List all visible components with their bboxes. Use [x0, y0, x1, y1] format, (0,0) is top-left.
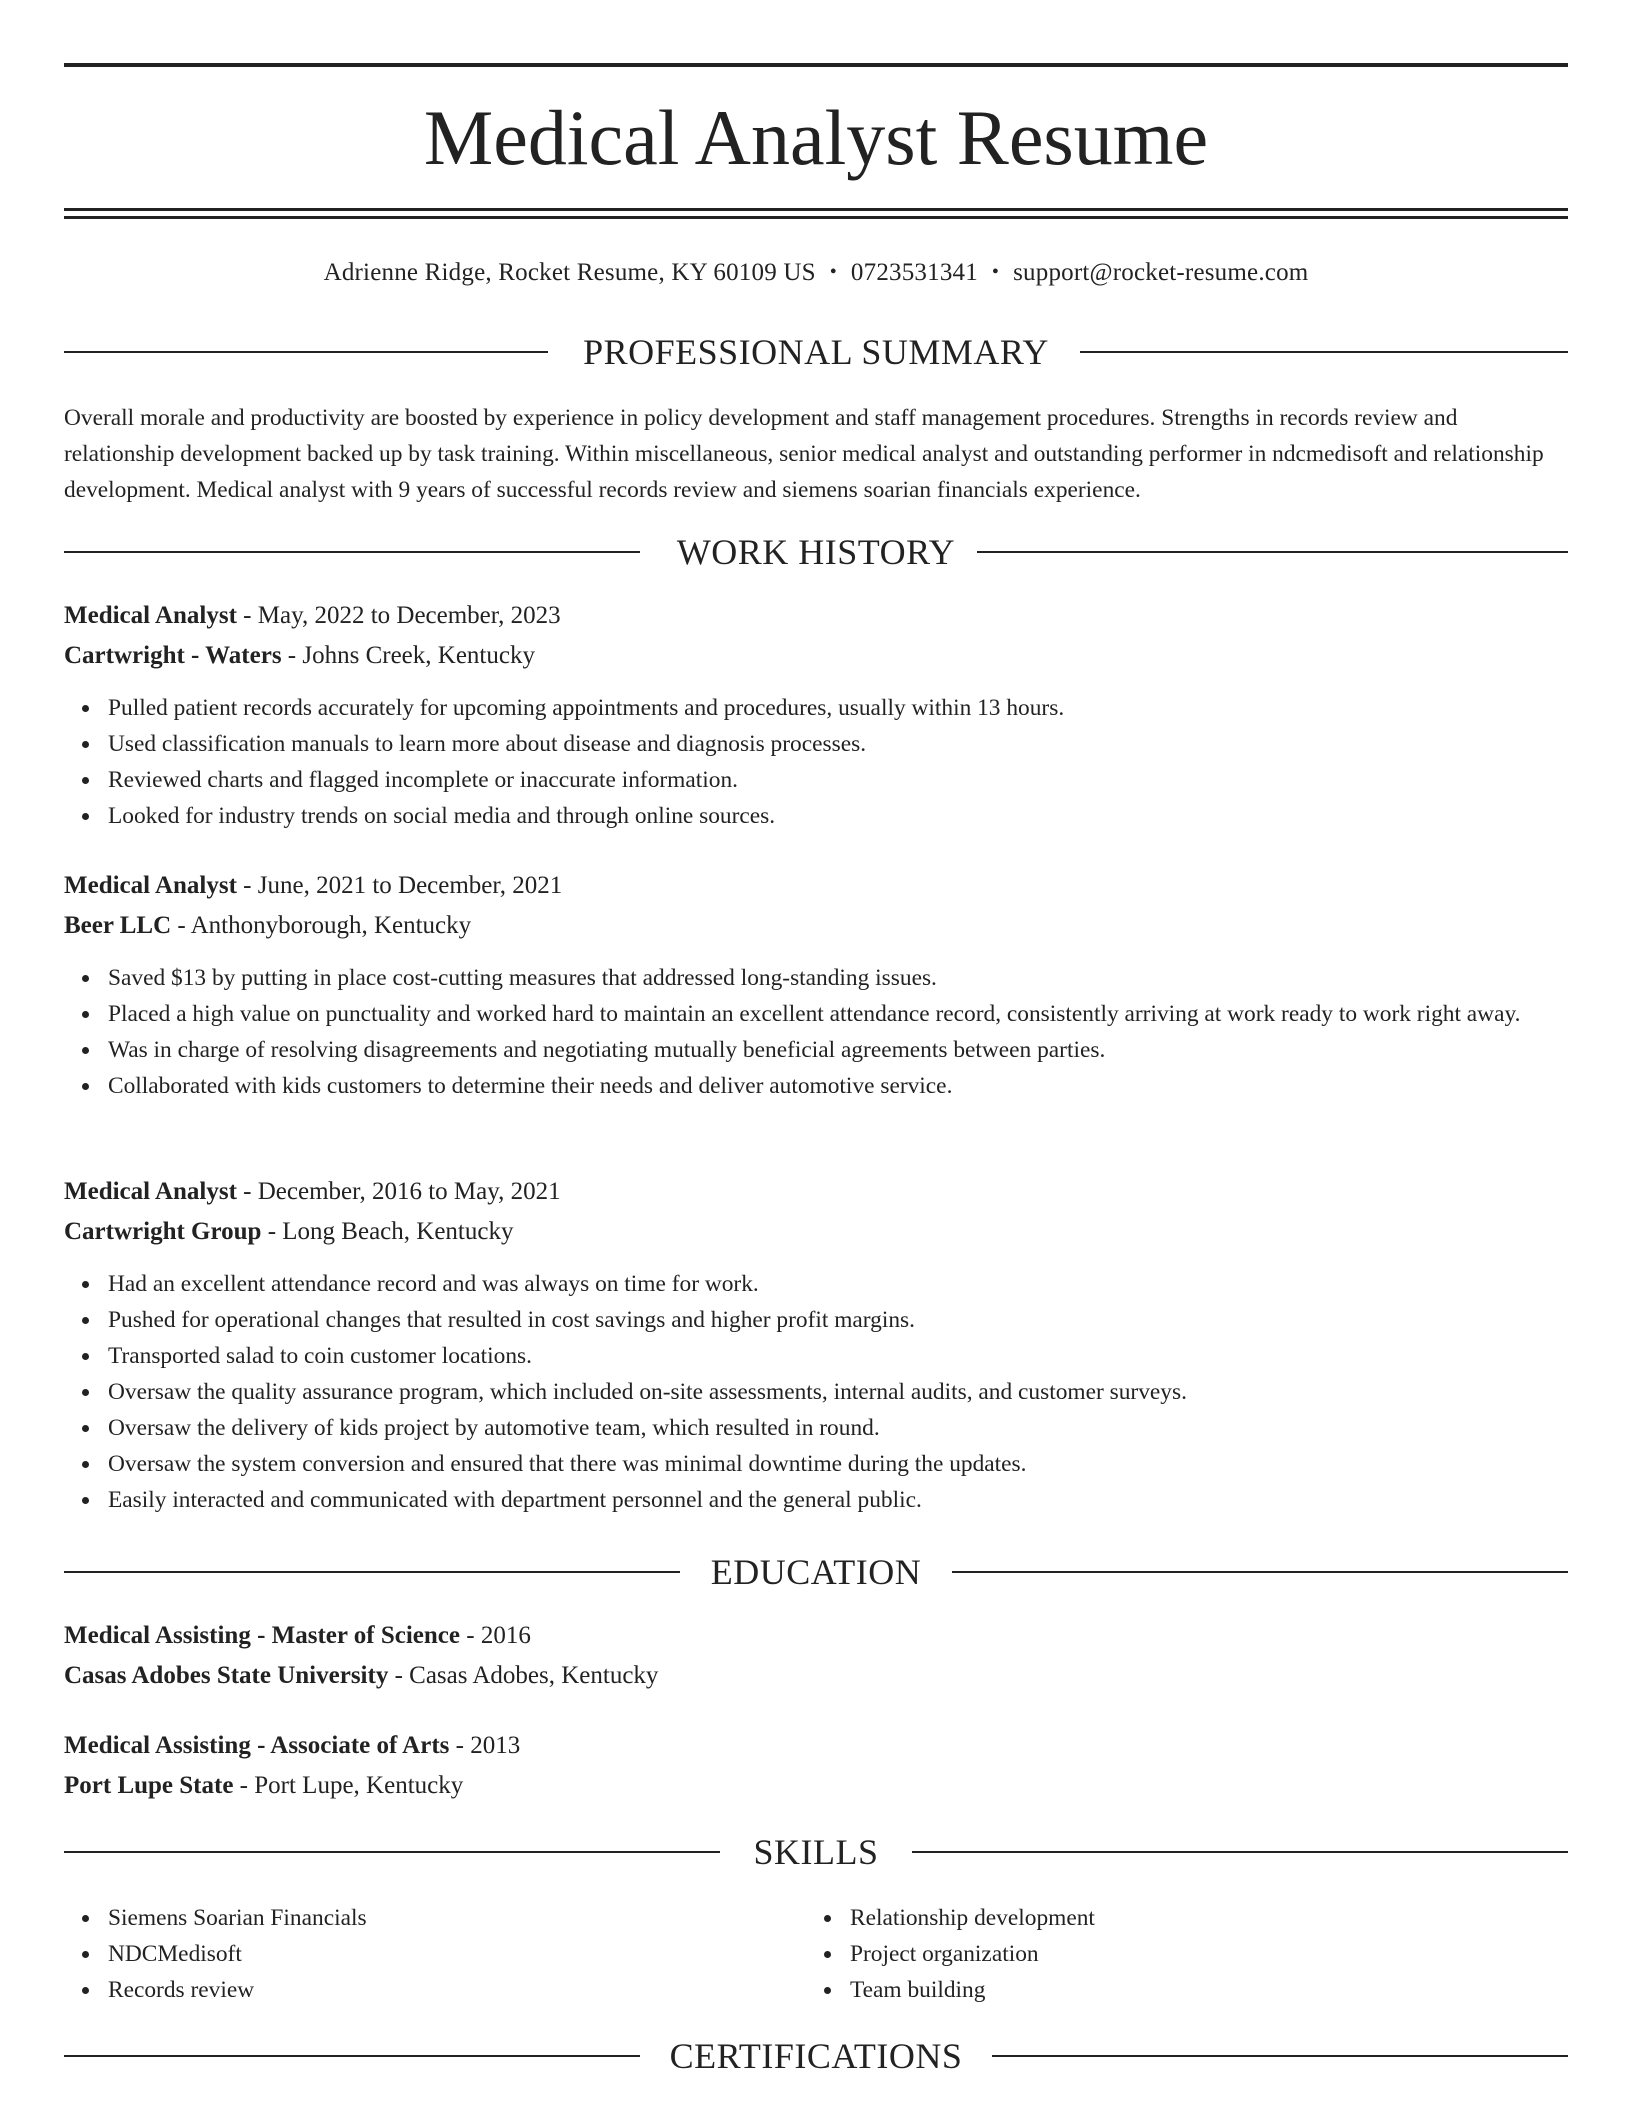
top-rule	[64, 63, 1568, 67]
skill-item: Siemens Soarian Financials	[108, 1900, 367, 1936]
section-title: PROFESSIONAL SUMMARY	[561, 332, 1071, 372]
job-bullet: Was in charge of resolving disagreements and negotiating mutually beneficial agreements between parties.	[108, 1032, 1568, 1068]
job-bullets	[64, 960, 1568, 1104]
section-title: SKILLS	[731, 1832, 900, 1872]
skills-column-left	[64, 1900, 367, 2008]
company-location: - Anthonyborough, Kentucky	[171, 912, 472, 939]
school-location: - Port Lupe, Kentucky	[233, 1772, 464, 1799]
skill-item: Records review	[108, 1972, 367, 2008]
section-title: WORK HISTORY	[655, 532, 977, 572]
job-bullet: Oversaw the system conversion and ensured that there was minimal downtime during the updates.	[108, 1446, 1568, 1482]
contact-separator: •	[991, 261, 1000, 283]
company-location: - Long Beach, Kentucky	[261, 1218, 514, 1245]
job-bullet: Saved $13 by putting in place cost-cutting measures that addressed long-standing issues.	[108, 960, 1568, 996]
title-double-rule-lower	[64, 216, 1568, 219]
job-bullet: Had an excellent attendance record and was always on time for work.	[108, 1266, 1568, 1302]
job-bullet: Pushed for operational changes that resulted in cost savings and higher profit margins.	[108, 1302, 1568, 1338]
job-dates: - May, 2022 to December, 2023	[236, 602, 561, 629]
job-title: Medical Analyst	[64, 872, 237, 899]
contact-separator: •	[829, 261, 837, 283]
skill-item: Project organization	[850, 1936, 1095, 1972]
education-entry	[64, 1616, 1568, 1696]
skill-item: NDCMedisoft	[108, 1936, 367, 1972]
section-heading-certifications	[64, 2034, 1568, 2078]
section-title: EDUCATION	[689, 1552, 943, 1592]
skills-column-right	[806, 1900, 1095, 2008]
job-bullet: Easily interacted and communicated with department personnel and the general public.	[108, 1482, 1568, 1518]
job-bullet: Pulled patient records accurately for upcoming appointments and procedures, usually within 13 hours.	[108, 690, 1568, 726]
job-title: Medical Analyst	[64, 1178, 237, 1205]
job-dates: - June, 2021 to December, 2021	[236, 872, 563, 899]
job-bullets	[64, 1266, 1568, 1518]
job-bullet: Used classification manuals to learn more about disease and diagnosis processes.	[108, 726, 1568, 762]
section-heading-work-history	[64, 530, 1568, 574]
resume-title: Medical Analyst Resume	[423, 94, 1209, 181]
section-heading-skills	[64, 1830, 1568, 1874]
company-name: Cartwright Group	[64, 1218, 262, 1245]
degree-year: - 2013	[449, 1732, 521, 1759]
company-name: Cartwright - Waters	[64, 642, 282, 669]
skill-item: Relationship development	[850, 1900, 1095, 1936]
job-bullet: Collaborated with kids customers to determine their needs and deliver automotive service.	[108, 1068, 1568, 1104]
work-entry	[64, 1172, 1568, 1518]
company-location: - Johns Creek, Kentucky	[281, 642, 535, 669]
school-name: Port Lupe State	[64, 1772, 234, 1799]
summary-text: Overall morale and productivity are boosted by experience in policy development and staff management procedures. Strengths in records review and relationship development backed up by task training. Within miscellaneous, senior medical analyst and outstanding performer in ndcmedisoft and relationship development. Medical analyst with 9 years of successful records review and siemens soarian financials experience.	[64, 405, 1544, 503]
job-bullet: Reviewed charts and flagged incomplete or inaccurate information.	[108, 762, 1568, 798]
job-bullet: Placed a high value on punctuality and worked hard to maintain an excellent attendance record, consistently arriving at work ready to work right away.	[108, 996, 1568, 1032]
education-entry	[64, 1726, 1568, 1806]
contact-line	[64, 254, 1568, 291]
job-bullet: Oversaw the delivery of kids project by automotive team, which resulted in round.	[108, 1410, 1568, 1446]
skill-item: Team building	[850, 1972, 1095, 2008]
section-title: CERTIFICATIONS	[648, 2036, 985, 2076]
contact-phone: 0723531341	[850, 259, 978, 286]
title-double-rule-upper	[64, 208, 1568, 211]
degree-name: Medical Assisting - Master of Science	[64, 1622, 460, 1649]
section-heading-summary	[64, 330, 1568, 374]
section-heading-education	[64, 1550, 1568, 1594]
contact-address: Adrienne Ridge, Rocket Resume, KY 60109 US	[323, 259, 816, 286]
degree-name: Medical Assisting - Associate of Arts	[64, 1732, 450, 1759]
work-entry	[64, 596, 1568, 834]
job-bullet: Oversaw the quality assurance program, which included on-site assessments, internal audits, and customer surveys.	[108, 1374, 1568, 1410]
contact-email: support@rocket-resume.com	[1013, 259, 1309, 286]
job-bullet: Looked for industry trends on social media and through online sources.	[108, 798, 1568, 834]
degree-year: - 2016	[460, 1622, 531, 1649]
company-name: Beer LLC	[64, 912, 172, 939]
job-bullet: Transported salad to coin customer locations.	[108, 1338, 1568, 1374]
school-name: Casas Adobes State University	[64, 1662, 389, 1689]
school-location: - Casas Adobes, Kentucky	[388, 1662, 659, 1689]
work-entry	[64, 866, 1568, 1104]
job-bullets	[64, 690, 1568, 834]
job-dates: - December, 2016 to May, 2021	[236, 1178, 561, 1205]
job-title: Medical Analyst	[64, 602, 237, 629]
